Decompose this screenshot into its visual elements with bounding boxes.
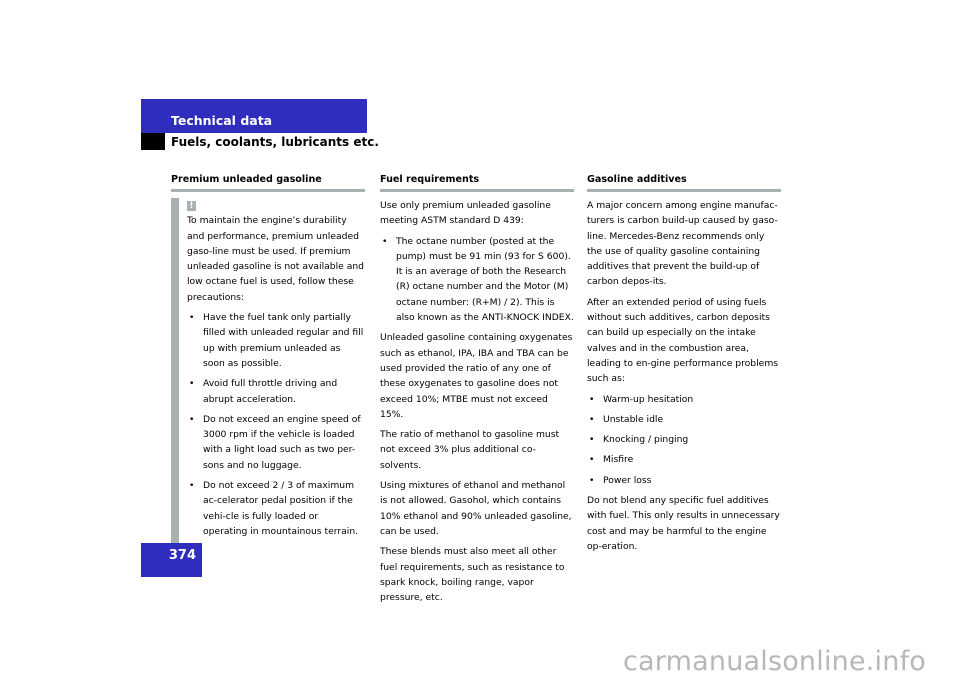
watermark: carmanualsonline.info — [623, 646, 926, 677]
list-item: • Misfire — [587, 452, 781, 467]
paragraph: These blends must also meet all other fuel requirements, such as resistance to spark knock, boiling range, vapor pressure, etc. — [380, 546, 565, 604]
list-item: • Do not exceed an engine speed of 3000 rpm if the vehicle is loaded with a light load such as two per-sons and no luggage. — [187, 412, 365, 473]
column-gasoline-additives — [587, 174, 781, 559]
exclamation-icon: ! — [187, 201, 196, 211]
list-item: • Do not exceed 2 / 3 of maximum ac-celerator pedal position if the vehi-cle is fully loaded or operating in mountainous terrain. — [187, 478, 365, 539]
heading-fuel-requirements: Fuel requirements — [380, 174, 574, 192]
section-title: Technical data — [171, 113, 273, 128]
heading-gasoline-additives: Gasoline additives — [587, 174, 781, 192]
paragraph: Use only premium unleaded gasoline meeting ASTM standard D 439: — [380, 200, 551, 227]
precautions-list — [187, 310, 365, 539]
notice-bar — [171, 198, 179, 557]
list-item: • Unstable idle — [587, 412, 781, 427]
requirements-list — [380, 234, 574, 326]
paragraph: A major concern among engine manufac-turers is carbon build-up caused by gaso-line. Mercedes-Benz recommends only the use of quality gasoline containing additives that prevent the build-up of carbon depos-its. — [587, 200, 778, 288]
page-number: 374 — [168, 548, 196, 563]
warning-notice — [171, 198, 365, 539]
paragraph: Do not blend any specific fuel additives with fuel. This only results in unnecessary cost and may be harmful to the engine op-eration. — [587, 495, 780, 552]
paragraph: The ratio of methanol to gasoline must not exceed 3% plus additional co-solvents. — [380, 429, 560, 471]
column-premium-unleaded — [171, 174, 365, 544]
section-subtitle: Fuels, coolants, lubricants etc. — [171, 135, 379, 149]
list-item: • Warm-up hesitation — [587, 392, 781, 407]
list-item: • Have the fuel tank only partially filled with unleaded regular and fill up with premium unleaded as soon as possible. — [187, 310, 365, 371]
notice-intro: To maintain the engine’s durability and performance, premium unleaded gaso-line must be used. If premium unleaded gasoline is not available and low octane fuel is used, follow these precautions: — [187, 215, 364, 303]
list-item: • Power loss — [587, 473, 781, 488]
column-fuel-requirements — [380, 174, 574, 610]
paragraph: Using mixtures of ethanol and methanol is not allowed. Gasohol, which contains 10% ethanol and 90% unleaded gasoline, can be used. — [380, 480, 572, 537]
list-item: • Knocking / pinging — [587, 432, 781, 447]
heading-premium-unleaded: Premium unleaded gasoline — [171, 174, 365, 192]
paragraph: After an extended period of using fuels without such additives, carbon deposits can build up especially on the intake valves and in the combustion area, leading to en-gine performance problems such as: — [587, 296, 779, 385]
list-item: • Avoid full throttle driving and abrupt acceleration. — [187, 376, 365, 407]
header-marker — [141, 133, 165, 150]
page-number-box — [141, 543, 202, 577]
problems-list — [587, 392, 781, 488]
list-item: • The octane number (posted at the pump) must be 91 min (93 for S 600). It is an average of both the Research (R) octane number and the Motor (M) octane number: (R+M) / 2). This is also known as the ANTI-KNOCK INDEX. — [380, 234, 574, 326]
paragraph: Unleaded gasoline containing oxygenates such as ethanol, IPA, IBA and TBA can be used provided the ratio of any one of these oxygenates to gasoline does not exceed 10%; MTBE must not exceed 15%. — [380, 332, 573, 420]
